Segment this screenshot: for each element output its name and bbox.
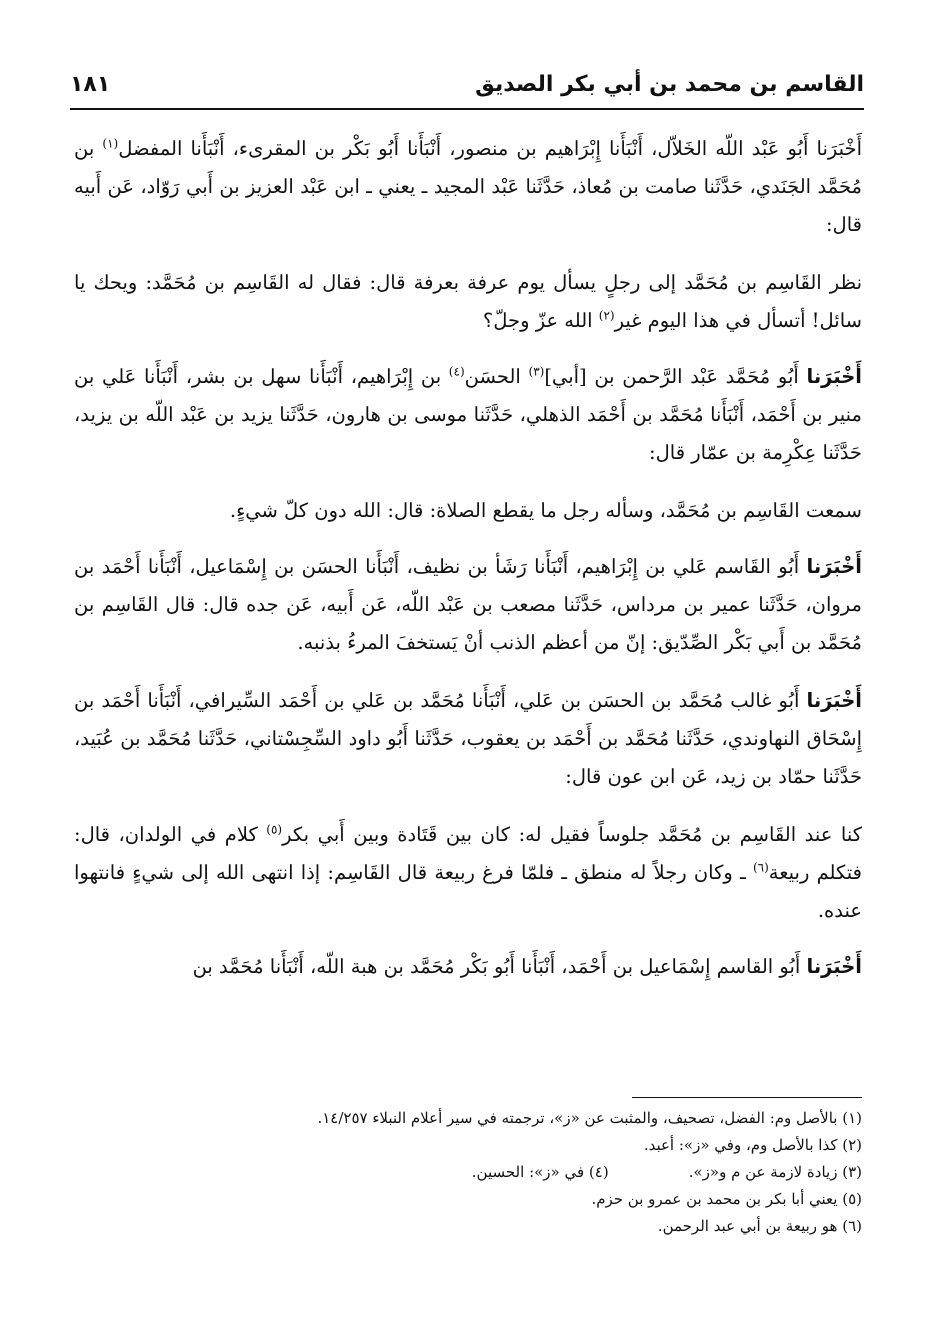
lead-word: أَخْبَرَنا xyxy=(806,689,862,712)
footnote-3: (٣) زيادة لازمة عن م و«ز». xyxy=(688,1163,862,1181)
footnote-4: (٤) في «ز»: الحسين. xyxy=(471,1163,609,1181)
footnotes xyxy=(90,1105,862,1240)
lead-word: أَخْبَرَنا xyxy=(806,365,862,388)
paragraph-4: أَخْبَرَنا أَبُو غالب مُحَمَّد بن الحسَن بن عَلي، أَنْبَأَنا مُحَمَّد بن عَلي بن أَحْمَد السِّيرافي، أَنْبَأَنا أَحْمَد بن إِسْحَاق النهاوندي، حَدَّثَنا مُحَمَّد بن أَحْمَد بن يعقوب، حَدَّثَنا أَبُو داود السِّجِسْتاني، حَدَّثَنا مُحَمَّد بن عُبَيد، حَدَّثَنا حمّاد بن زيد، عَن ابن عون قال: xyxy=(74,689,862,788)
paragraph-1: أَخْبَرَنا أَبُو عَبْد اللّه الخَلاّل، أَنْبَأَنا إِبْرَاهيم بن منصور، أَنْبَأَنا أَبُو بَكْر بن المقرىء، أَنْبَأَنا المفضل$^{(١)}$ بن مُحَمَّد الجَنَدي، حَدَّثَنا صامت بن مُعاذ، حَدَّثَنا عَبْد المجيد ـ يعني ـ ابن عَبْد العزيز بن أَبي رَوّاد، عَن أَبيه قال: xyxy=(74,136,862,236)
footnote-5: (٥) يعني أبا بكر بن محمد بن عمرو بن حزم. xyxy=(591,1190,862,1208)
header-rule xyxy=(70,108,864,110)
quote-2: سمعت القَاسِم بن مُحَمَّد، وسأله رجل ما يقطع الصلاة: قال: الله دون كلّ شيءٍ. xyxy=(229,499,862,522)
footnote-ref-5: (٥) xyxy=(266,822,283,837)
page-header xyxy=(70,62,864,106)
footnote-ref-1: (١) xyxy=(102,136,119,151)
footnote-1: (١) بالأصل وم: الفضل، تصحيف، والمثبت عن «ز»، ترجمته في سير أعلام النبلاء ١٤/٢٥٧. xyxy=(317,1109,862,1127)
footnote-row-3-4 xyxy=(90,1159,862,1186)
paragraph-2: أَخْبَرَنا أَبُو مُحَمَّد عَبْد الرَّحمن بن [أبي]$^{(٣)}$ الحسَن$^{(٤)}$ بن إِبْرَاهيم، أَنْبَأَنا سهل بن بشر، أَنْبَأَنا عَلي بن منير بن أَحْمَد، أَنْبَأَنا مُحَمَّد بن أَحْمَد الذهلي، حَدَّثَنا موسى بن هارون، حَدَّثَنا يزيد بن عَبْد اللّه بن يزيد، حَدَّثَنا عِكْرِمة بن عمّار قال: xyxy=(74,364,862,464)
footnote-rule xyxy=(632,1097,862,1098)
paragraph-3: أَخْبَرَنا أَبُو القَاسم عَلي بن إِبْرَاهيم، أَنْبَأَنا رَشَأ بن نظيف، أَنْبَأَنا الحسَن بن إِسْمَاعيل، أَنْبَأَنا أَحْمَد بن مروان، حَدَّثَنا عمير بن مرداس، حَدَّثَنا مصعب بن عَبْد اللّه، عَن أَبيه، عَن جده قال: قال القَاسِم بن مُحَمَّد بن أَبي بَكْر الصِّدّيق: إنّ من أعظم الذنب أنْ يَستخفَ المرءُ بذنبه. xyxy=(74,555,862,654)
footnote-ref-6: (٦) xyxy=(752,860,769,875)
quote-1: نظر القَاسِم بن مُحَمَّد إلى رجلٍ يسأل يوم عرفة بعرفة قال: فقال له القَاسِم بن مُحَمَّد: ويحك يا سائل! أتسأل في هذا اليوم غير$^{(٢)}$ الله عزّ وجلّ؟ xyxy=(74,271,862,332)
lead-word: أَخْبَرَنا xyxy=(806,555,862,578)
footnote-ref-3: (٣) xyxy=(528,364,545,379)
paragraph-5: أَخْبَرَنا أَبُو القاسم إِسْمَاعيل بن أَحْمَد، أَنْبَأَنا أَبُو بَكْر مُحَمَّد بن هبة اللّه، أَنْبَأَنا مُحَمَّد بن xyxy=(192,955,862,978)
running-head: القاسم بن محمد بن أبي بكر الصديق xyxy=(475,71,864,97)
lead-word: أَخْبَرَنا xyxy=(806,955,862,978)
footnote-ref-4: (٤) xyxy=(448,364,465,379)
footnote-ref-2: (٢) xyxy=(598,308,615,323)
footnote-2: (٢) كذا بالأصل وم، وفي «ز»: أعبد. xyxy=(643,1136,862,1154)
page-number: ١٨١ xyxy=(70,71,111,97)
footnote-6: (٦) هو ربيعة بن أبي عبد الرحمن. xyxy=(657,1217,862,1235)
main-text xyxy=(74,130,862,1006)
quote-3: كنا عند القَاسِم بن مُحَمَّد جلوساً فقيل له: كان بين قَتَادة وبين أَبي بكر$^{(٥)}$ كلام في الولدان، قال: فتكلم ربيعة$^{(٦)}$ ـ وكان رجلاً له منطق ـ فلمّا فرغ ربيعة قال القَاسِم: إذا انتهى الله إلى شيءٍ فانتهوا عنده. xyxy=(74,822,862,922)
